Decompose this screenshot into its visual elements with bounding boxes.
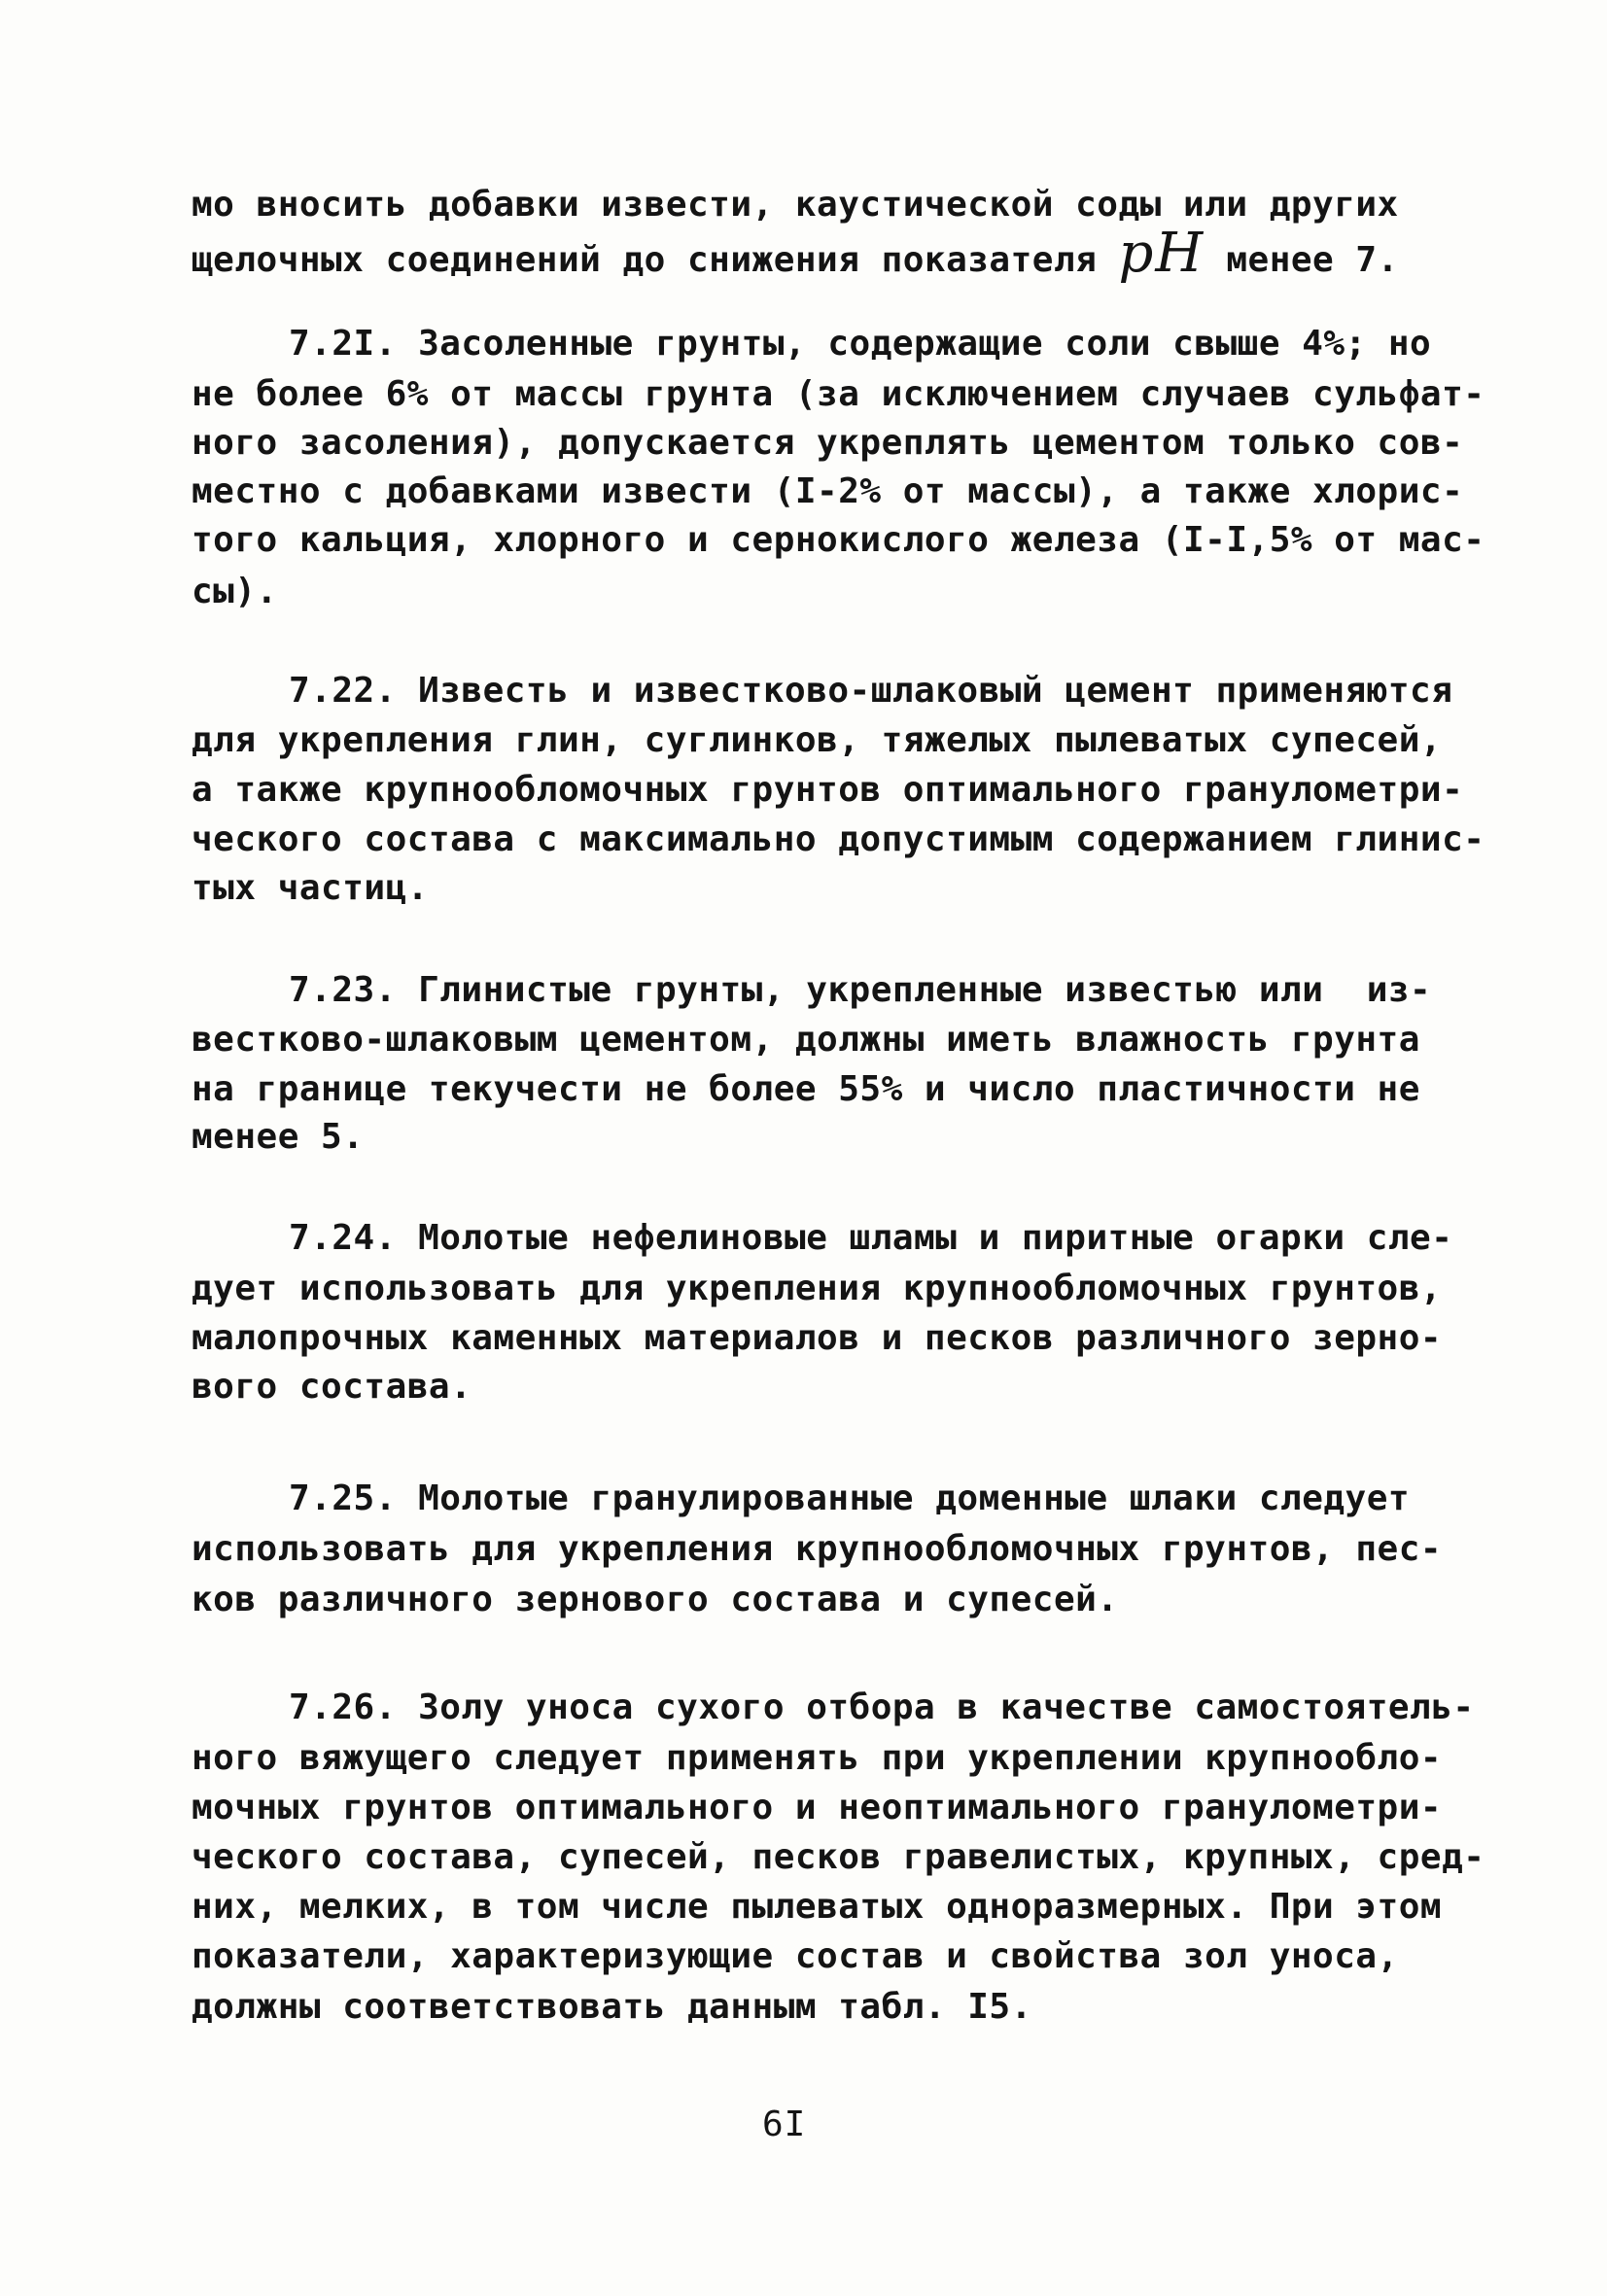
text-segment: Засоленные грунты, содержащие соли свыше 4%; но bbox=[418, 324, 1432, 364]
text-line: ного засоления), допускается укреплять цементом только сов- bbox=[192, 423, 1464, 463]
paragraph-number: 7.22. bbox=[289, 671, 397, 711]
paragraph-number: 7.2I. bbox=[289, 324, 397, 364]
text-segment: щелочных соединений до снижения показателя bbox=[192, 240, 1119, 280]
text-line: мо вносить добавки извести, каустической соды или других bbox=[192, 185, 1399, 225]
ph-symbol: pH bbox=[1118, 222, 1205, 285]
text-line: ного вяжущего следует применять при укреплении крупнообло- bbox=[192, 1738, 1443, 1778]
text-line: а также крупнообломочных грунтов оптимального гранулометри- bbox=[192, 770, 1464, 810]
text-segment: Глинистые грунты, укрепленные известью или из- bbox=[418, 970, 1432, 1010]
paragraph-first-line bbox=[289, 1476, 1410, 1522]
text-line: ческого состава с максимально допустимым содержанием глинис- bbox=[192, 819, 1485, 859]
text-line: местно с добавками извести (I-2% от массы), а также хлорис- bbox=[192, 471, 1464, 511]
paragraph-first-line bbox=[289, 1215, 1452, 1262]
text-line: не более 6% от массы грунта (за исключением случаев сульфат- bbox=[192, 374, 1485, 414]
text-line: показатели, характеризующие состав и свойства зол уноса, bbox=[192, 1936, 1399, 1976]
text-line bbox=[192, 222, 1399, 285]
paragraph-first-line bbox=[289, 1685, 1475, 1731]
text-line: на границе текучести не более 55% и число пластичности не bbox=[192, 1069, 1420, 1109]
text-line: вого состава. bbox=[192, 1367, 472, 1407]
text-line: менее 5. bbox=[192, 1117, 365, 1157]
text-line: вестково-шлаковым цементом, должны иметь влажность грунта bbox=[192, 1020, 1420, 1060]
paragraph-number: 7.25. bbox=[289, 1478, 397, 1518]
text-line: ков различного зернового состава и супесей. bbox=[192, 1580, 1119, 1619]
paragraph-first-line bbox=[289, 967, 1431, 1014]
paragraph-first-line bbox=[289, 668, 1452, 714]
text-line: того кальция, хлорного и сернокислого железа (I-I,5% от мас- bbox=[192, 520, 1485, 560]
text-segment: Золу уноса сухого отбора в качестве самостоятель- bbox=[418, 1687, 1475, 1727]
text-line: использовать для укрепления крупнообломочных грунтов, пес- bbox=[192, 1529, 1443, 1569]
page-number: 6I bbox=[762, 2105, 807, 2144]
text-line: дует использовать для укрепления крупнообломочных грунтов, bbox=[192, 1269, 1443, 1308]
text-line: них, мелких, в том числе пылеватых одноразмерных. При этом bbox=[192, 1887, 1443, 1927]
text-line: для укрепления глин, суглинков, тяжелых пылеватых супесей, bbox=[192, 720, 1443, 760]
paragraph-number: 7.26. bbox=[289, 1687, 397, 1727]
text-line: сы). bbox=[192, 572, 278, 611]
text-line: мочных грунтов оптимального и неоптимального гранулометри- bbox=[192, 1788, 1443, 1827]
text-line: ческого состава, супесей, песков гравелистых, крупных, сред- bbox=[192, 1837, 1485, 1877]
paragraph-number: 7.23. bbox=[289, 970, 397, 1010]
text-line: должны соответствовать данным табл. I5. bbox=[192, 1987, 1032, 2027]
text-line: малопрочных каменных материалов и песков различного зерно- bbox=[192, 1318, 1443, 1358]
text-line: тых частиц. bbox=[192, 868, 429, 908]
paragraph-first-line bbox=[289, 321, 1431, 367]
text-segment: Известь и известково-шлаковый цемент применяются bbox=[418, 671, 1453, 711]
text-segment: менее 7. bbox=[1205, 240, 1399, 280]
paragraph-number: 7.24. bbox=[289, 1218, 397, 1258]
text-segment: Молотые гранулированные доменные шлаки следует bbox=[418, 1478, 1411, 1518]
text-segment: Молотые нефелиновые шламы и пиритные огарки сле- bbox=[418, 1218, 1453, 1258]
